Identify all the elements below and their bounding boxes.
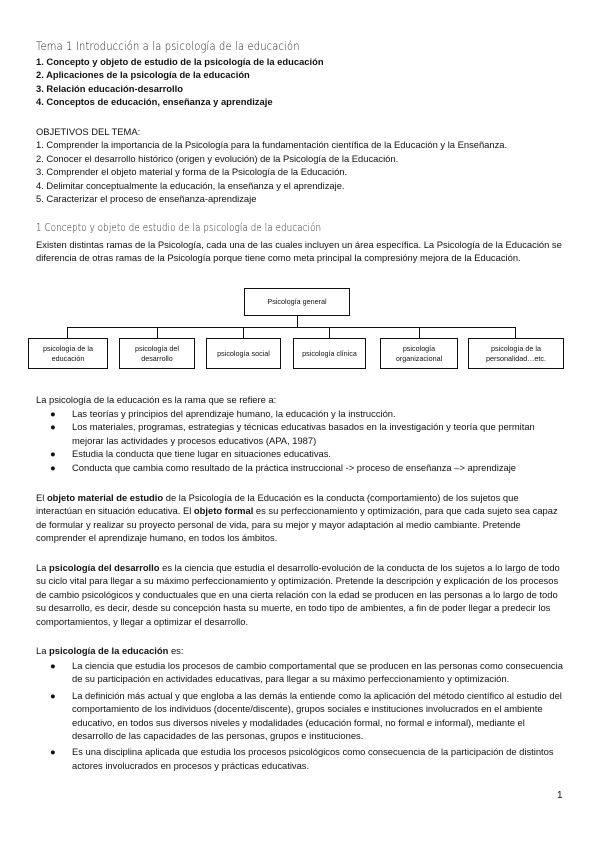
bullet-icon: ● — [50, 448, 56, 460]
bullet-icon: ● — [50, 660, 56, 671]
bold-term: objeto formal — [193, 505, 254, 517]
objective-item: 1. Comprender la importancia de la Psicología para la fundamentación científica de la Educación y la Enseñanza. — [36, 139, 508, 151]
text-run: es su perfeccionamiento y optimización, para que cada sujeto sea capaz de formular y realizar su proyecto personal de vida, para su mejor y mayor adaptación al medio cambiante. Pretende comprender el aprendizaje humano, en todos los ámbitos. — [36, 505, 558, 544]
bullet-icon: ● — [50, 746, 56, 758]
objective-item: 3. Comprender el objeto material y forma de la Psicología de la Educación. — [36, 166, 348, 178]
objective-item: 2. Conocer el desarrollo histórico (origen y evolución) de la Psicología de la Educación. — [36, 152, 399, 164]
list-item — [50, 420, 568, 447]
diagram-child: psicología de la personalidad…etc. — [468, 338, 564, 369]
diagram-child: psicología clínica — [293, 338, 366, 369]
list-item-text: Estudia la conducta que tiene lugar en situaciones educativas. — [72, 448, 332, 460]
objeto-paragraph — [36, 491, 566, 545]
list-item-text: Las teorías y principios del aprendizaje humano, la educación y la instrucción. — [72, 408, 396, 419]
list-item — [50, 407, 568, 420]
objective-item: 4. Delimitar conceptualmente la educación, la enseñanza y el aprendizaje. — [36, 179, 345, 191]
bold-term: psicología del desarrollo — [49, 562, 160, 573]
section-heading: 1 Concepto y objeto de estudio de la psicología de la educación — [36, 222, 322, 234]
diagram-child: psicología social — [206, 338, 281, 369]
list-item — [50, 461, 568, 474]
refers-lead: La psicología de la educación es la rama que se refiere a: — [36, 394, 277, 405]
bullet-icon: ● — [50, 421, 56, 433]
toc-item: 4. Conceptos de educación, enseñanza y aprendizaje — [36, 96, 273, 108]
table-of-contents — [36, 55, 324, 109]
toc-item: 1. Concepto y objeto de estudio de la psicología de la educación — [36, 56, 324, 67]
desarrollo-paragraph — [36, 561, 566, 628]
bullet-icon: ● — [50, 408, 56, 419]
toc-item: 3. Relación educación-desarrollo — [36, 82, 183, 94]
bold-term: objeto material de estudio — [46, 492, 164, 503]
text-run: El — [36, 492, 47, 503]
objective-item: 5. Caracterizar el proceso de enseñanza-aprendizaje — [36, 193, 257, 205]
diagram-child: psicología de la educación — [28, 338, 108, 369]
diagram-root: Psicología general — [244, 288, 350, 316]
list-item-text: Es una disciplina aplicada que estudia los procesos psicológicos como consecuencia de la participación de distintos actores involucrados en procesos y prácticas educativas. — [72, 746, 554, 771]
bullet-icon: ● — [50, 461, 56, 473]
text-run: La — [36, 645, 50, 656]
list-item — [50, 745, 566, 772]
list-item — [50, 659, 566, 686]
text-run: de la Psicología de la Educación es la conducta (comportamiento) de los sujetos que interactúan en situación educativa. El — [36, 492, 519, 517]
objectives-section — [36, 125, 507, 205]
toc-item: 2. Aplicaciones de la psicología de la educación — [36, 69, 250, 81]
list-item-text: La definición más actual y que engloba a las demás la entiende como la aplicación del método científico al estudio del comportamiento de los individuos (docente/discente), grupos sociales e instituciones involucrados en el ambiente educativo, en todos sus diversos niveles y modalidades (educación formal, no formal e informal), mediante el desarrollo de las capacidades de las personas, grupos e instituciones. — [72, 689, 562, 742]
bullet-icon: ● — [50, 689, 56, 701]
page-number: 1 — [557, 790, 563, 801]
list-item-text: La ciencia que estudia los procesos de cambio comportamental que se producen en las personas como consecuencia de su participación en actividades educativas, para llegar a su máximo perfeccionamiento y optimización. — [72, 660, 563, 685]
diagram-child: psicología del desarrollo — [119, 338, 195, 369]
text-run: es la ciencia que estudia el desarrollo-evolución de la conducta de los sujetos a lo largo de todo su ciclo vital para llegar a su máximo perfeccionamiento y optimización. Pretende la descripción y explicación de los procesos de cambio psicológicos y conductuales que en una cierta relación con la edad se producen en las personas a lo largo de todo su desarrollo, es decir, desde su concepción hasta su muerte, en todo tipo de ambientes, a fin de poder llegar a predecir los comportamientos, y llegar a optimizar el desarrollo. — [36, 562, 560, 627]
objectives-heading: OBJETIVOS DEL TEMA: — [36, 126, 141, 137]
text-run: La — [36, 562, 50, 573]
refers-list — [50, 407, 568, 474]
text-run: es: — [168, 645, 184, 656]
list-item-text: Los materiales, programas, estrategias y técnicas educativas basados en la investigación y teoría que permitan mejorar las actividades y procesos educativos (APA, 1987) — [72, 421, 535, 446]
psicoedu-list — [50, 659, 566, 772]
list-item-text: Conducta que cambia como resultado de la práctica instruccional -> proceso de enseñanza –> aprendizaje — [72, 461, 517, 473]
psicoedu-lead — [36, 644, 183, 657]
list-item — [50, 447, 568, 460]
connector-line — [67, 327, 516, 328]
document-title: Tema 1 Introducción a la psicología de la educación — [36, 39, 300, 53]
list-item — [50, 689, 566, 743]
section-intro: Existen distintas ramas de la Psicología, cada una de las cuales incluyen un área específica. La Psicología de la Educación se diferencia de otras ramas de la Psicología porque tiene como meta principal la compresióny mejora de la Educación. — [36, 239, 562, 264]
diagram-child: psicología organizacional — [380, 338, 458, 369]
bold-term: psicología de la educación — [49, 645, 169, 656]
